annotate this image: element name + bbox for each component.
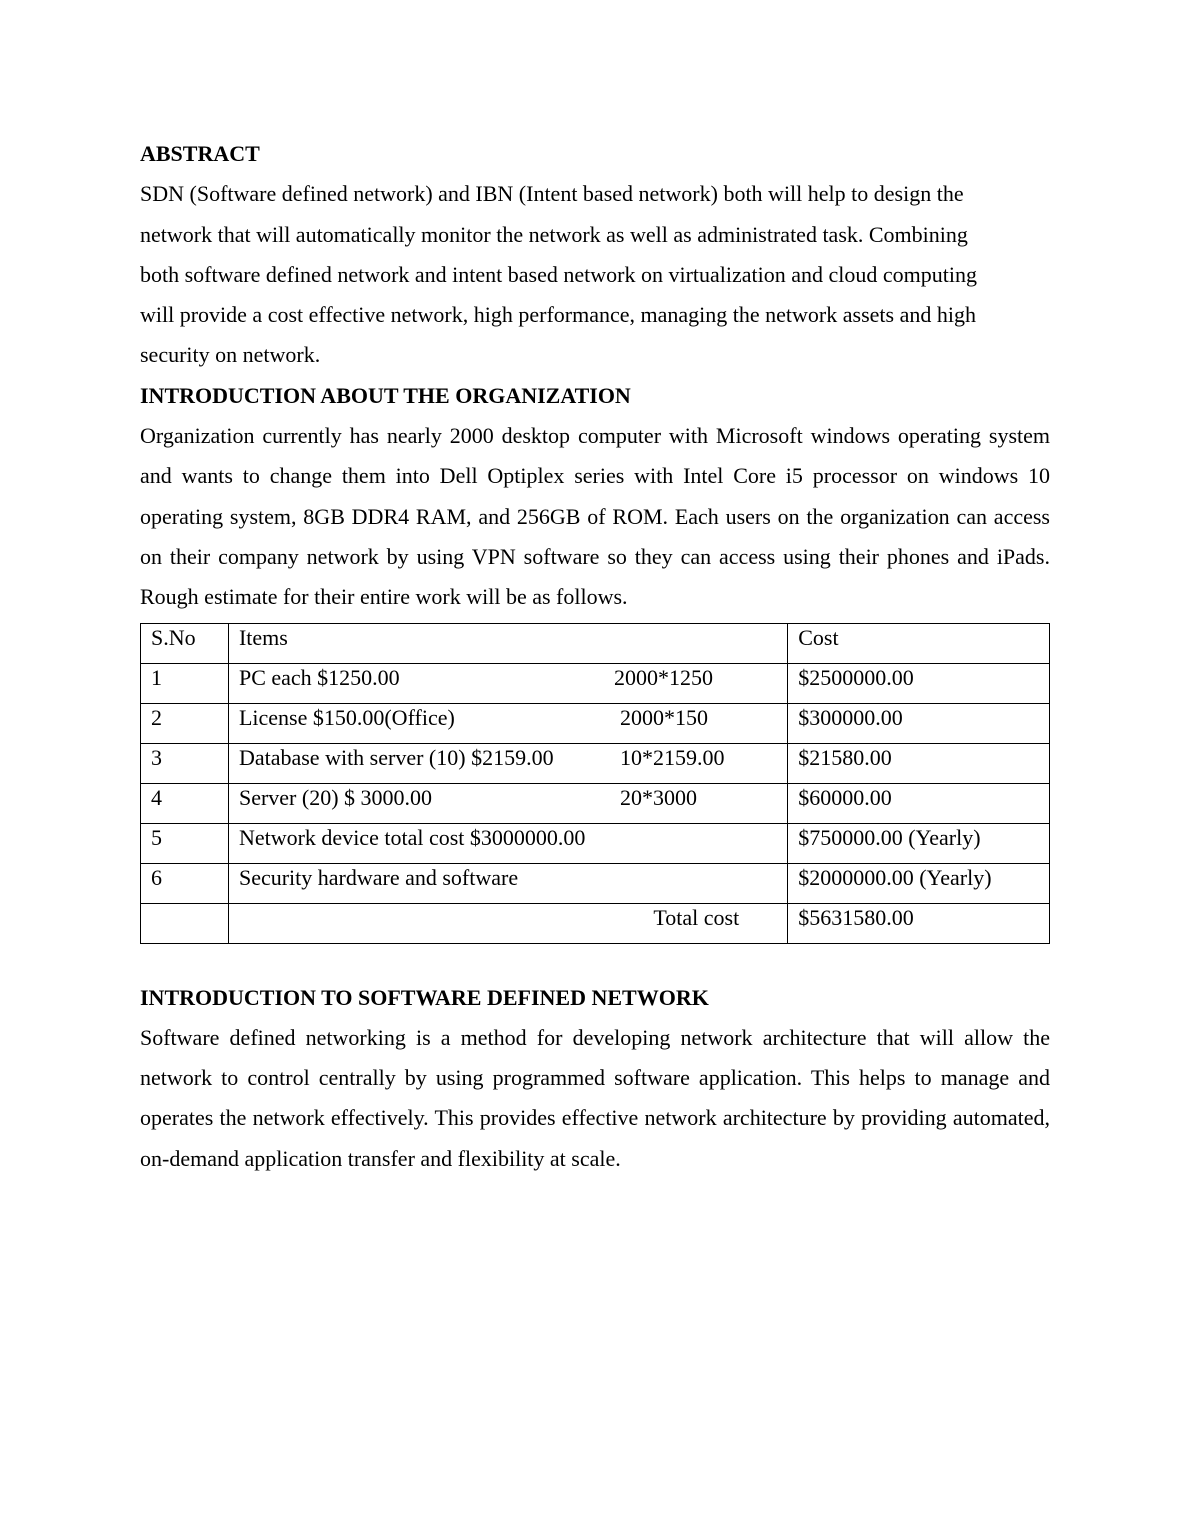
table-row	[141, 863, 1050, 903]
row-item-label: License $150.00(Office)	[238, 704, 455, 730]
row-cost: $300000.00	[788, 703, 1050, 743]
row-item-label: Server (20) $ 3000.00	[238, 784, 433, 810]
abstract-line: both software defined network and intent based network on virtualization and cloud computing	[140, 261, 977, 287]
row-item-calc: 2000*1250	[613, 664, 713, 690]
total-cost-label: Total cost	[653, 904, 740, 930]
row-cost: $2500000.00	[788, 663, 1050, 703]
row-sno: 4	[141, 783, 229, 823]
table-total-row	[141, 903, 1050, 943]
abstract-line: SDN (Software defined network) and IBN (Intent based network) both will help to design the	[140, 181, 964, 207]
row-item	[228, 783, 787, 823]
organization-heading: INTRODUCTION ABOUT THE ORGANIZATION	[140, 382, 631, 408]
row-item-label: Security hardware and software	[238, 864, 519, 890]
row-item-calc: 2000*150	[619, 704, 708, 730]
header-items: Items	[228, 623, 787, 663]
row-item	[228, 823, 787, 863]
total-cost-value: $5631580.00	[788, 903, 1050, 943]
row-cost: $21580.00	[788, 743, 1050, 783]
row-item	[228, 703, 787, 743]
table-row	[141, 663, 1050, 703]
header-sno: S.No	[141, 623, 229, 663]
abstract-line: network that will automatically monitor the network as well as administrated task. Combining	[140, 221, 968, 247]
abstract-heading: ABSTRACT	[140, 141, 260, 166]
row-cost: $750000.00 (Yearly)	[788, 823, 1050, 863]
total-row-sno	[141, 903, 229, 943]
row-item	[228, 743, 787, 783]
table-row	[141, 703, 1050, 743]
sdn-paragraph: Software defined networking is a method for developing network architecture that will allow the network to control centrally by using programmed software application. This helps to manage and operates the network effectively. This provides effective network architecture by providing automated, on-demand application transfer and flexibility at scale.	[140, 1024, 1050, 1171]
header-cost: Cost	[788, 623, 1050, 663]
table-row	[141, 823, 1050, 863]
organization-paragraph: Organization currently has nearly 2000 desktop computer with Microsoft windows operating system and wants to change them into Dell Optiplex series with Intel Core i5 processor on windows 10 operating system, 8GB DDR4 RAM, and 256GB of ROM. Each users on the organization can access on their company network by using VPN software so they can access using their phones and iPads. Rough estimate for their entire work will be as follows.	[140, 423, 1050, 610]
row-cost: $2000000.00 (Yearly)	[788, 863, 1050, 903]
row-item-label: PC each $1250.00	[238, 664, 400, 690]
abstract-line: security on network.	[140, 342, 321, 368]
abstract-line: will provide a cost effective network, high performance, managing the network assets and high	[140, 302, 976, 328]
row-item-label: Database with server (10) $2159.00	[238, 744, 554, 770]
abstract-paragraph	[140, 174, 1050, 375]
row-sno: 3	[141, 743, 229, 783]
cost-estimate-table	[140, 623, 1050, 944]
row-item	[228, 663, 787, 703]
table-header-row	[141, 623, 1050, 663]
row-item	[228, 863, 787, 903]
sdn-heading: INTRODUCTION TO SOFTWARE DEFINED NETWORK	[140, 984, 709, 1010]
row-item-calc: 10*2159.00	[619, 744, 725, 770]
row-cost: $60000.00	[788, 783, 1050, 823]
row-sno: 1	[141, 663, 229, 703]
total-row-label-cell	[228, 903, 787, 943]
row-sno: 6	[141, 863, 229, 903]
table-row	[141, 783, 1050, 823]
row-item-calc: 20*3000	[619, 784, 697, 810]
table-row	[141, 743, 1050, 783]
row-sno: 2	[141, 703, 229, 743]
row-sno: 5	[141, 823, 229, 863]
document-page	[140, 134, 1050, 1179]
row-item-label: Network device total cost $3000000.00	[238, 824, 586, 850]
